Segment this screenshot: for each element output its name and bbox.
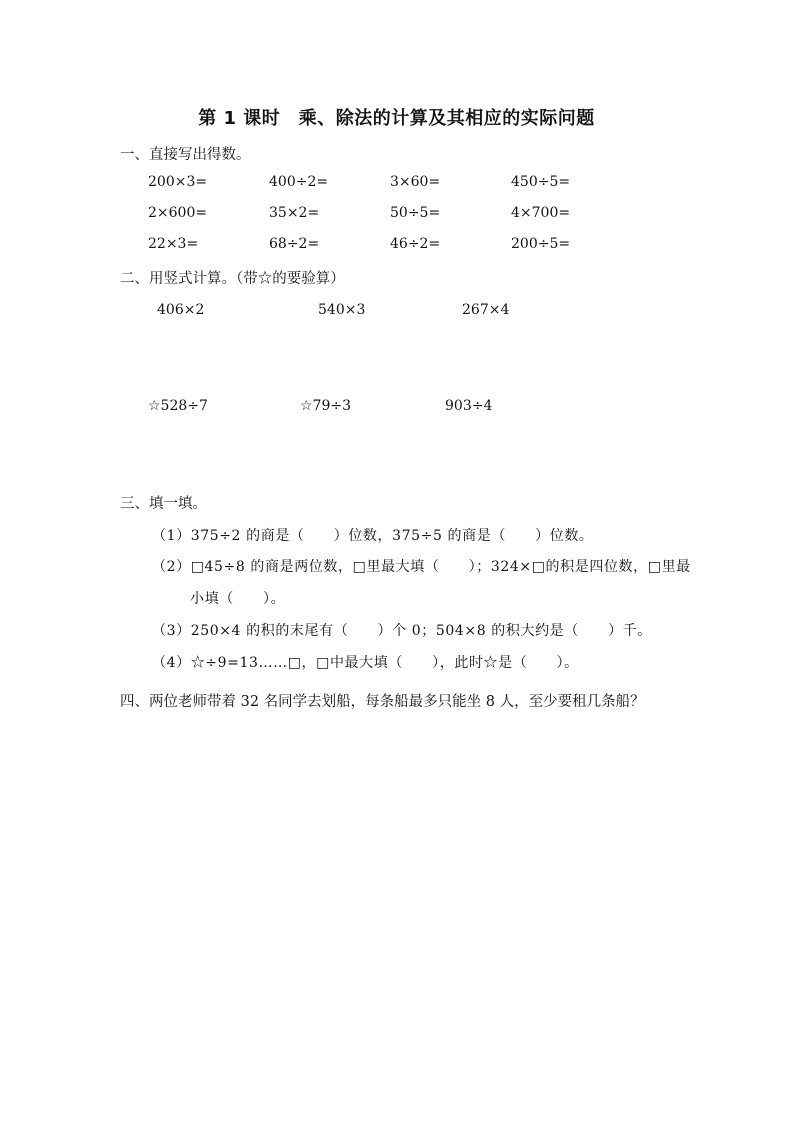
vertical-calc-problem: ☆79÷3 (300, 398, 352, 414)
oral-calc-item: 22×3= (148, 236, 199, 252)
oral-calc-item: 3×60= (390, 174, 441, 190)
fill-blank-item-2: （2）□45÷8 的商是两位数，□里最大填（ ）；324×□的积是四位数，□里最 (152, 559, 691, 575)
section-2-heading: 二、用竖式计算。（带☆的要验算） (120, 271, 345, 287)
fill-blank-item-4: （4）☆÷9=13……□，□中最大填（ ），此时☆是（ ）。 (152, 655, 579, 671)
vertical-calc-problem: 267×4 (462, 302, 510, 318)
fill-blank-item-2-continued: 小填（ ）。 (190, 591, 286, 607)
section-1-heading: 一、直接写出得数。 (120, 147, 251, 163)
oral-calc-item: 4×700= (511, 205, 571, 221)
oral-calc-item: 50÷5= (390, 205, 441, 221)
page-title: 第 1 课时 乘、除法的计算及其相应的实际问题 (198, 108, 595, 129)
fill-blank-item-3: （3）250×4 的积的末尾有（ ）个 0；504×8 的积大约是（ ）千。 (152, 623, 652, 639)
vertical-calc-problem: 406×2 (157, 302, 205, 318)
word-problem: 四、两位老师带着 32 名同学去划船，每条船最多只能坐 8 人，至少要租几条船？ (120, 694, 645, 710)
oral-calc-item: 68÷2= (269, 236, 320, 252)
vertical-calc-problem: 540×3 (318, 302, 366, 318)
vertical-calc-problem: ☆528÷7 (148, 398, 208, 414)
oral-calc-item: 35×2= (269, 205, 320, 221)
oral-calc-item: 200×3= (148, 174, 208, 190)
vertical-calc-problem: 903÷4 (445, 398, 493, 414)
oral-calc-item: 200÷5= (511, 236, 571, 252)
oral-calc-item: 2×600= (148, 205, 208, 221)
section-3-heading: 三、填一填。 (120, 496, 207, 512)
fill-blank-item-1: （1）375÷2 的商是（ ）位数，375÷5 的商是（ ）位数。 (152, 528, 594, 544)
oral-calc-item: 46÷2= (390, 236, 441, 252)
oral-calc-item: 450÷5= (511, 174, 571, 190)
oral-calc-item: 400÷2= (269, 174, 329, 190)
